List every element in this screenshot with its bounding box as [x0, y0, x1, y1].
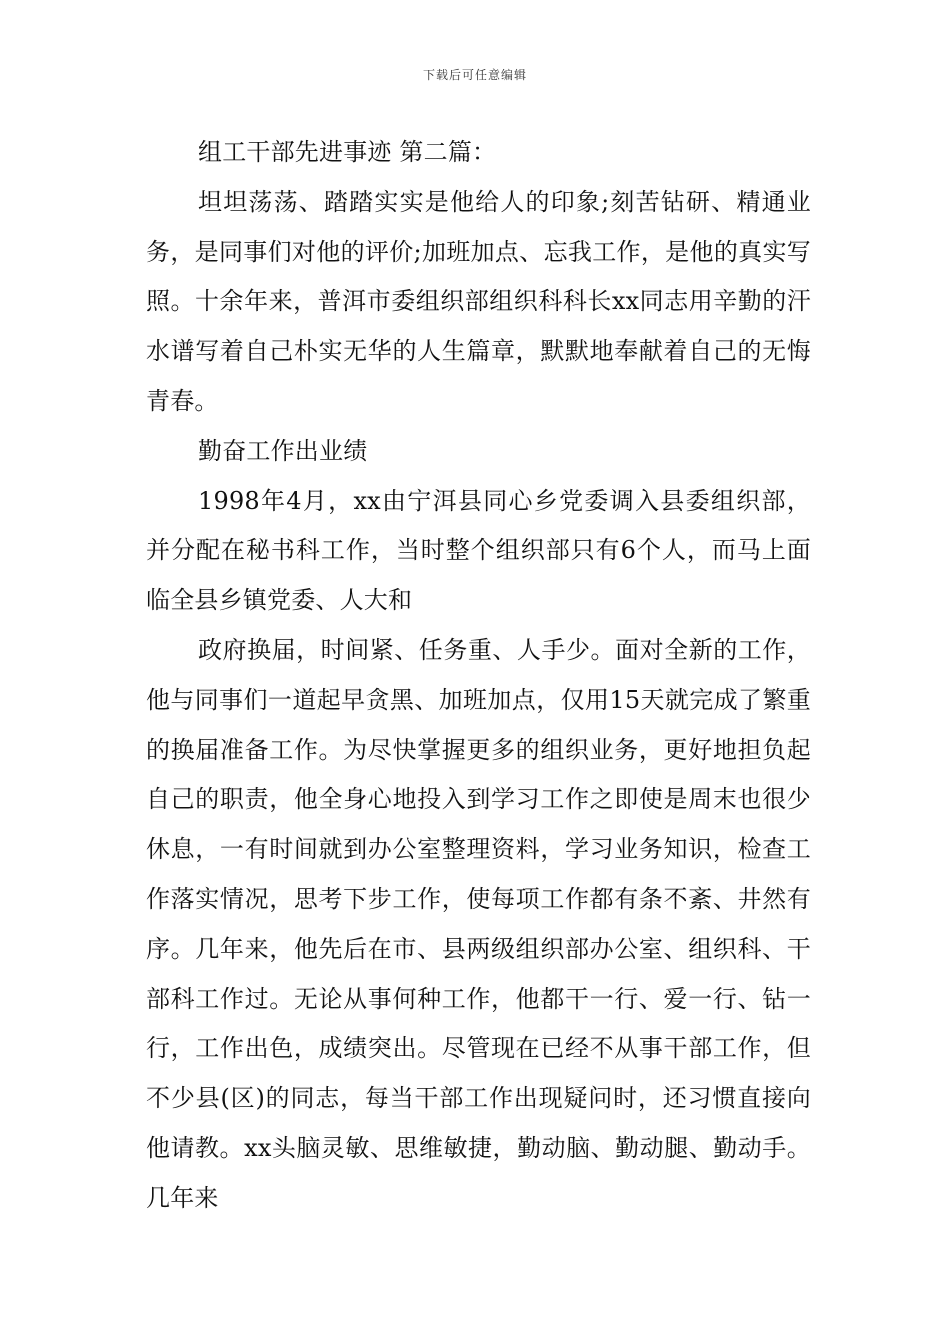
document-body: [146, 128, 811, 1224]
page-header: 下载后可任意编辑: [422, 68, 527, 82]
paragraph-intro: 坦坦荡荡、踏踏实实是他给人的印象;刻苦钻研、精通业务，是同事们对他的评价;加班加点、忘我工作，是他的真实写照。十余年来，普洱市委组织部组织科科长xx同志用辛勤的汗水谱写着自己朴实无华的人生篇章，默默地奉献着自己的无悔青春。: [146, 187, 811, 415]
section-heading: 勤奋工作出业绩: [198, 436, 368, 465]
document-title: 组工干部先进事迹 第二篇：: [198, 138, 497, 166]
paragraph-1998: 1998年4月，xx由宁洱县同心乡党委调入县委组织部，并分配在秘书科工作，当时整个组织部只有6个人，而马上面临全县乡镇党委、人大和: [146, 486, 811, 615]
paragraph-work: 政府换届，时间紧、任务重、人手少。面对全新的工作，他与同事们一道起早贪黑、加班加点，仅用15天就完成了繁重的换届准备工作。为尽快掌握更多的组织业务，更好地担负起自己的职责，他全身心地投入到学习工作之即使是周末也很少休息，一有时间就到办公室整理资料，学习业务知识，检查工作落实情况，思考下步工作，使每项工作都有条不紊、井然有序。几年来，他先后在市、县两级组织部办公室、组织科、干部科工作过。无论从事何种工作，他都干一行、爱一行、钻一行，工作出色，成绩突出。尽管现在已经不从事干部工作，但不少县(区)的同志，每当干部工作出现疑问时，还习惯直接向他请教。xx头脑灵敏、思维敏捷，勤动脑、勤动腿、勤动手。几年来: [146, 635, 811, 1212]
